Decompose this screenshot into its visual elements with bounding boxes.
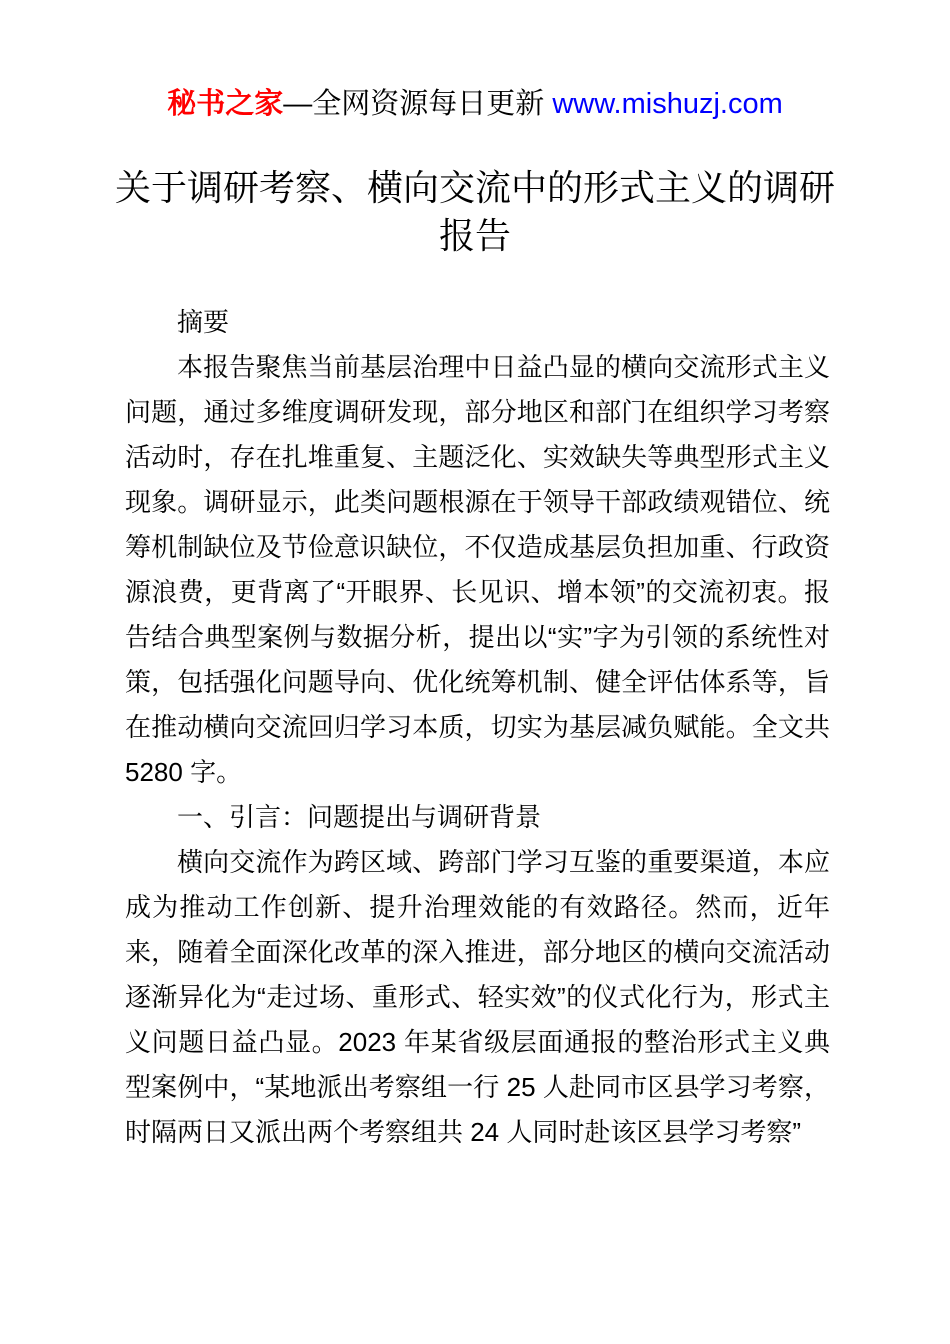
header-tagline: 全网资源每日更新 xyxy=(312,88,545,120)
document-title: 关于调研考察、横向交流中的形式主义的调研报告 xyxy=(114,167,835,256)
site-url-link[interactable]: www.mishuzj.com xyxy=(552,88,783,120)
site-brand-name: 秘书之家 xyxy=(167,88,284,120)
site-header xyxy=(0,0,950,123)
abstract-paragraph: 本报告聚焦当前基层治理中日益凸显的横向交流形式主义问题，通过多维度调研发现，部分地区和部门在组织学习考察活动时，存在扎堆重复、主题泛化、实效缺失等典型形式主义现象。调研显示，此类问题根源在于领导干部政绩观错位、统筹机制缺位及节俭意识缺位，不仅造成基层负担加重、行政资源浪费，更背离了“开眼界、长见识、增本领”的交流初衷。报告结合典型案例与数据分析，提出以“实”字为引领的系统性对策，包括强化问题导向、优化统筹机制、健全评估体系等，旨在推动横向交流回归学习本质，切实为基层减负赋能。全文共 5280 字。 xyxy=(125,352,830,787)
introduction-paragraph: 横向交流作为跨区域、跨部门学习互鉴的重要渠道，本应成为推动工作创新、提升治理效能的有效路径。然而，近年来，随着全面深化改革的深入推进，部分地区的横向交流活动逐渐异化为“走过场、重形式、轻实效”的仪式化行为，形式主义问题日益凸显。2023 年某省级层面通报的整治形式主义典型案例中，“某地派出考察组一行 25 人赴同市区县学习考察，时隔两日又派出两个考察组共 24 人同时赴该区县学习考察” xyxy=(125,847,830,1147)
abstract-label-paragraph: 摘要 xyxy=(177,307,230,337)
document-body xyxy=(125,300,830,1155)
section-heading-introduction: 一、引言：问题提出与调研背景 xyxy=(177,802,542,832)
header-separator-dash: — xyxy=(283,88,313,120)
